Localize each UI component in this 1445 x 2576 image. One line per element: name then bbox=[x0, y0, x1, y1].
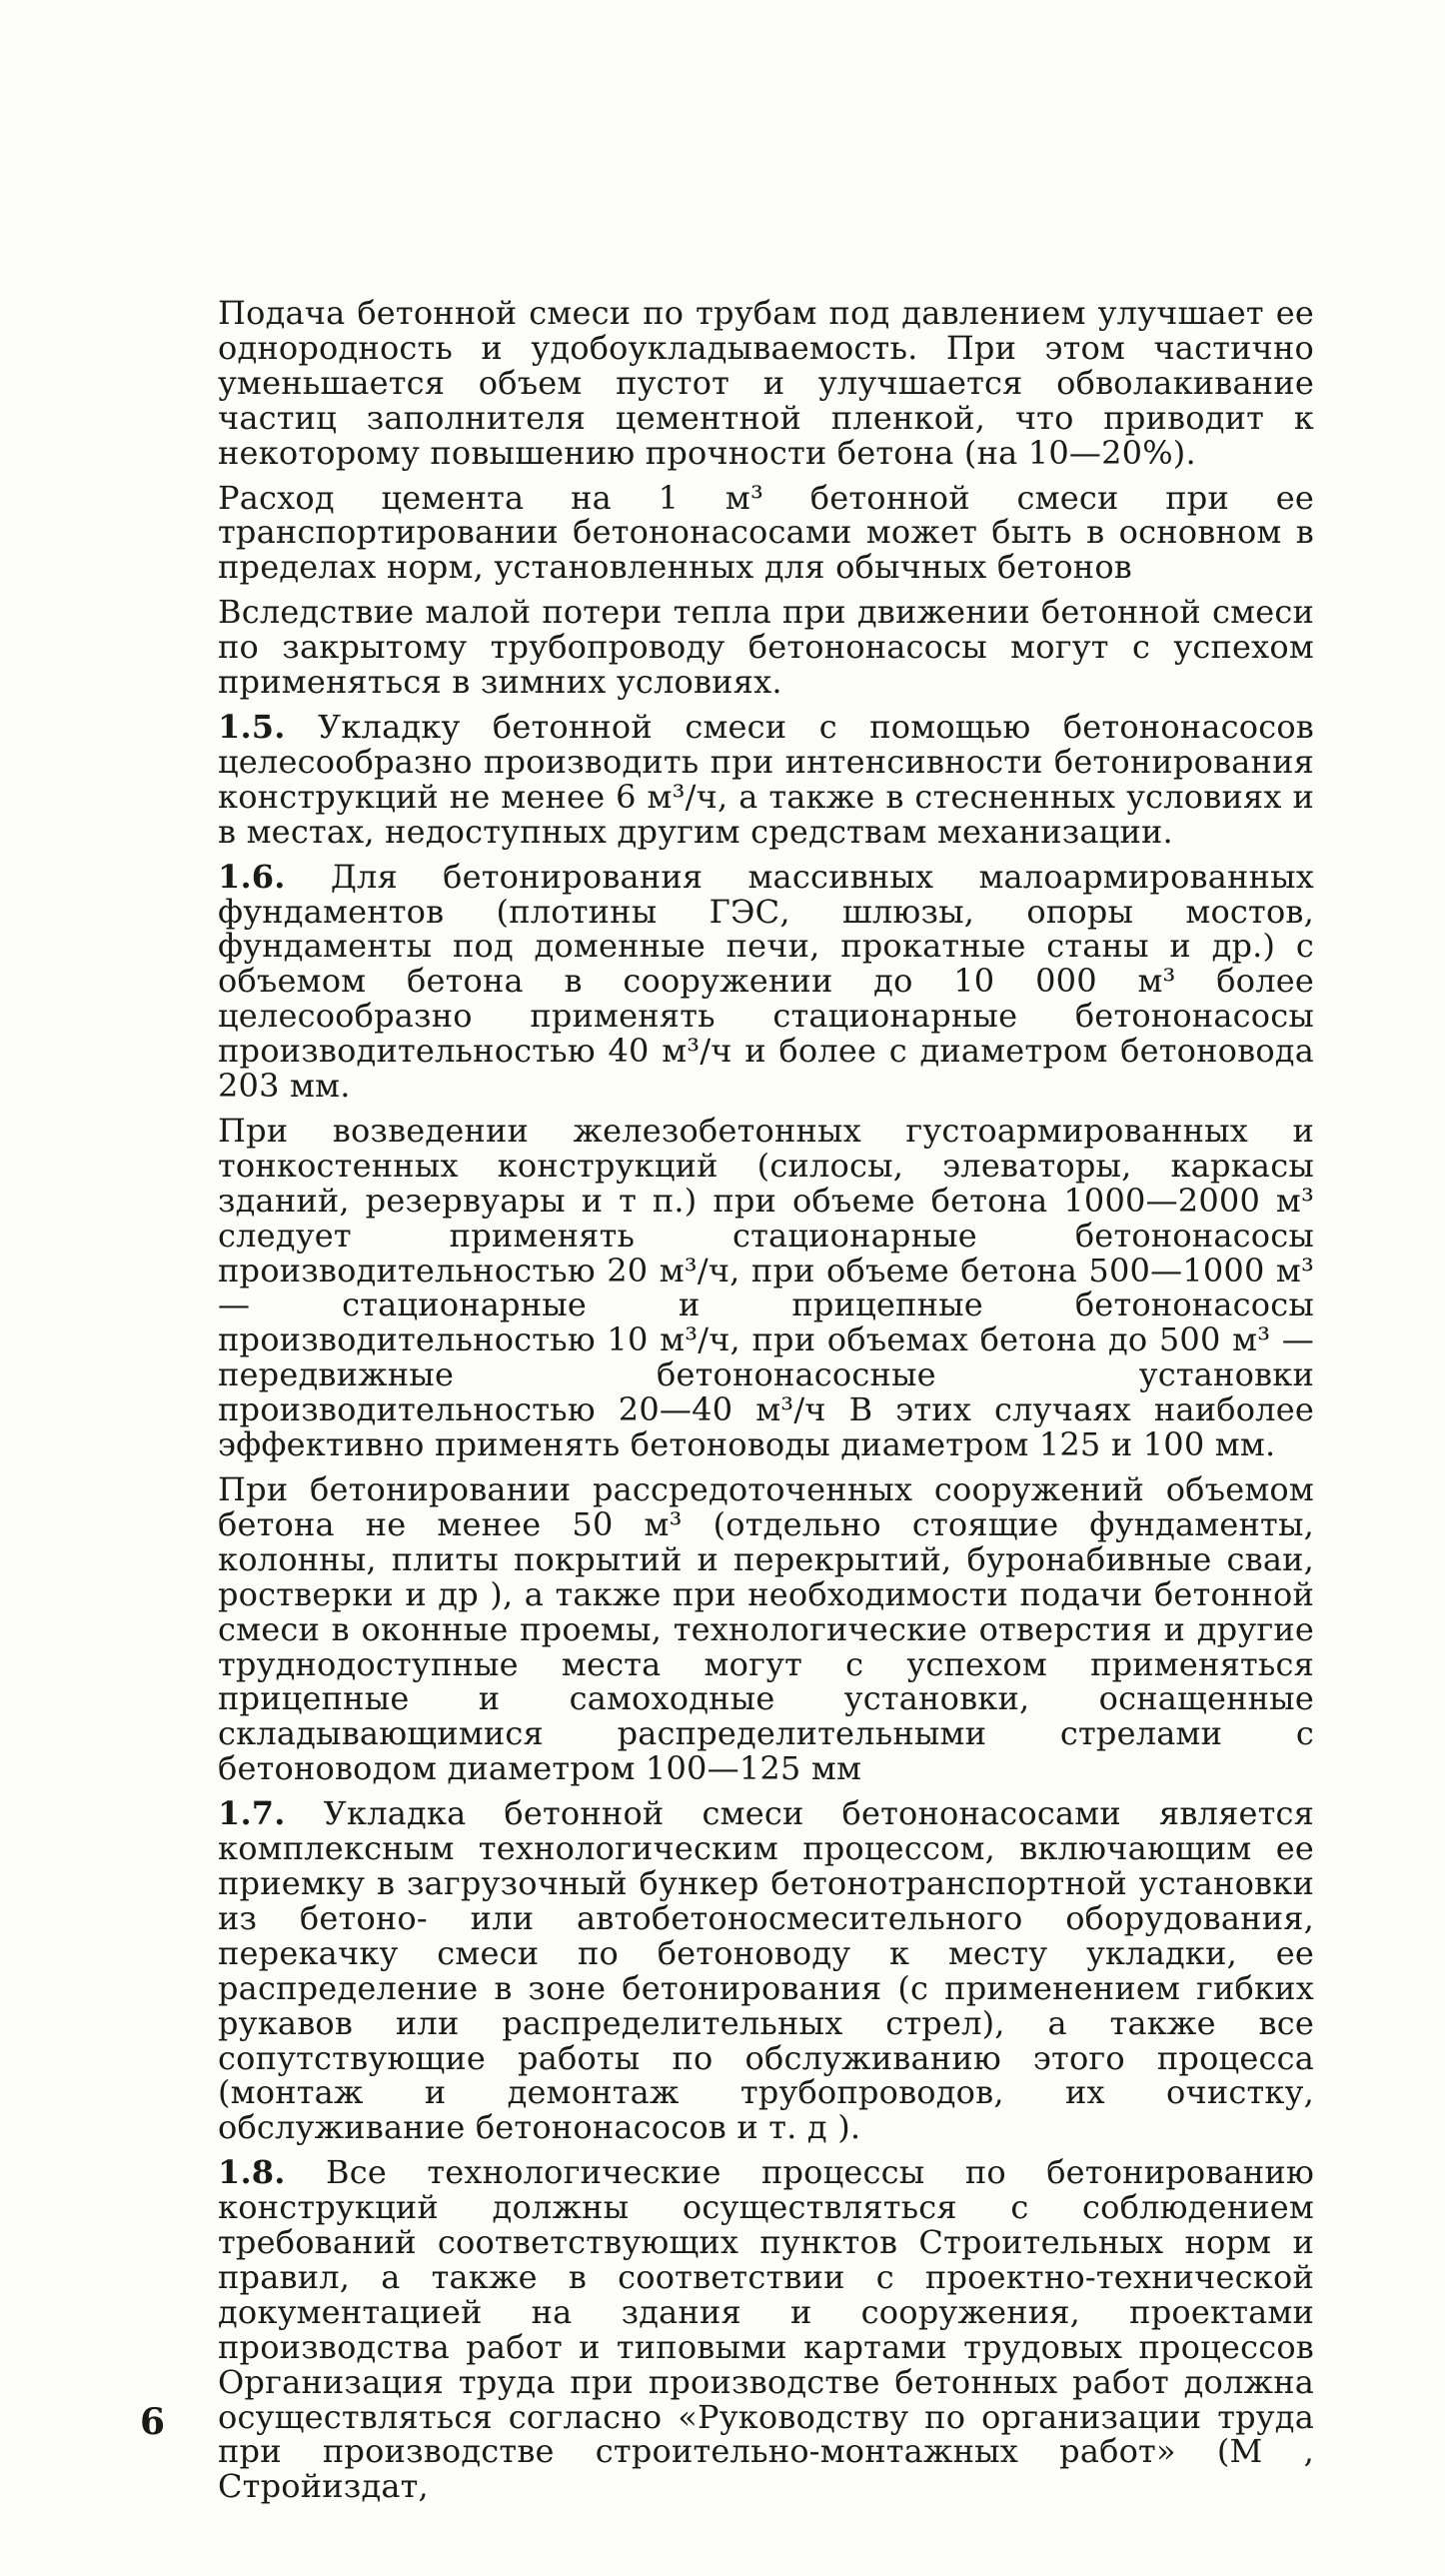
paragraph bbox=[218, 1796, 1314, 2145]
paragraph-text: Для бетонирования массивных малоармированных фундаментов (плотины ГЭС, шлюзы, опоры мостов, фундаменты под доменные печи, прокатные станы и др.) с объемом бетона в сооружении до 10 000 м³ более целесообразно применять стационарные бетононасосы производительностью 40 м³/ч и более с диаметром бетоновода 203 мм. bbox=[218, 857, 1314, 1106]
paragraph bbox=[218, 595, 1314, 700]
section-number: 1.8. bbox=[218, 2153, 286, 2192]
paragraph-text: Укладка бетонной смеси бетононасосами является комплексным технологическим процессом, включающим ее приемку в загрузочный бункер бетонотранспортной установки из бетоно- или автобетоносмесительного оборудования, перекачку смеси по бетоноводу к месту укладки, ее распределение в зоне бетонирования (с применением гибких рукавов или распределительных стрел), а также все сопутствующие работы по обслуживанию этого процесса (монтаж и демонтаж трубопроводов, их очистку, обслуживание бетононасосов и т. д ). bbox=[218, 1794, 1315, 2147]
paragraph bbox=[218, 1111, 1314, 1464]
paragraph-text: Вследствие малой потери тепла при движении бетонной смеси по закрытому трубопроводу бетононасосы могут с успехом применяться в зимних условиях. bbox=[218, 593, 1314, 702]
body-text bbox=[218, 296, 1314, 2514]
paragraph-text: Расход цемента на 1 м³ бетонной смеси при ее транспортировании бетононасосами может быть в основном в пределах норм, установленных для обычных бетонов bbox=[218, 478, 1314, 587]
section-number: 1.5. bbox=[218, 707, 286, 746]
paragraph bbox=[218, 857, 1314, 1106]
section-number: 1.7. bbox=[218, 1794, 286, 1833]
paragraph bbox=[218, 707, 1314, 851]
paragraph-text: Укладку бетонной смеси с помощью бетононасосов целесообразно производить при интенсивности бетонирования конструкций не менее 6 м³/ч, а также в стесненных условиях и в местах, недоступных другим средствам механизации. bbox=[218, 707, 1314, 851]
paragraph-text: При возведении железобетонных густоармированных и тонкостенных конструкций (силосы, элеваторы, каркасы зданий, резервуары и т п.) при объеме бетона 1000—2000 м³ следует применять стационарные бетононасосы производительностью 20 м³/ч, при объеме бетона 500—1000 м³ — стационарные и прицепные бетононасосы производительностью 10 м³/ч, при объемах бетона до 500 м³ — передвижные бетононасосные установки производительностью 20—40 м³/ч В этих случаях наиболее эффективно применять бетоноводы диаметром 125 и 100 мм. bbox=[218, 1111, 1314, 1464]
paragraph-text: Подача бетонной смеси по трубам под давлением улучшает ее однородность и удобоукладываемость. При этом частично уменьшается объем пустот и улучшается обволакивание частиц заполнителя цементной пленкой, что приводит к некоторому повышению прочности бетона (на 10—20%). bbox=[218, 294, 1314, 472]
paragraph bbox=[218, 2155, 1314, 2504]
section-number: 1.6. bbox=[218, 857, 286, 896]
paragraph bbox=[218, 478, 1314, 587]
paragraph-text: При бетонировании рассредоточенных сооружений объемом бетона не менее 50 м³ (отдельно стоящие фундаменты, колонны, плиты покрытий и перекрытий, буронабивные сваи, ростверки и др ), а также при необходимости подачи бетонной смеси в оконные проемы, технологические отверстия и другие труднодоступные места могут с успехом применяться прицепные и самоходные установки, оснащенные складывающимися распределительными стрелами с бетоноводом диаметром 100—125 мм bbox=[218, 1470, 1314, 1788]
paragraph bbox=[218, 296, 1314, 471]
paragraph-text: Все технологические процессы по бетонированию конструкций должны осуществляться с соблюдением требований соответствующих пунктов Строительных норм и правил, а также в соответствии с проектно-технической документацией на здания и сооружения, проектами производства работ и типовыми картами трудовых процессов Организация труда при производстве бетонных работ должна осуществляться согласно «Руководству по организации труда при производстве строительно-монтажных работ» (М , Стройиздат, bbox=[218, 2153, 1314, 2506]
paragraph bbox=[218, 1472, 1314, 1786]
page-number: 6 bbox=[140, 2401, 166, 2443]
